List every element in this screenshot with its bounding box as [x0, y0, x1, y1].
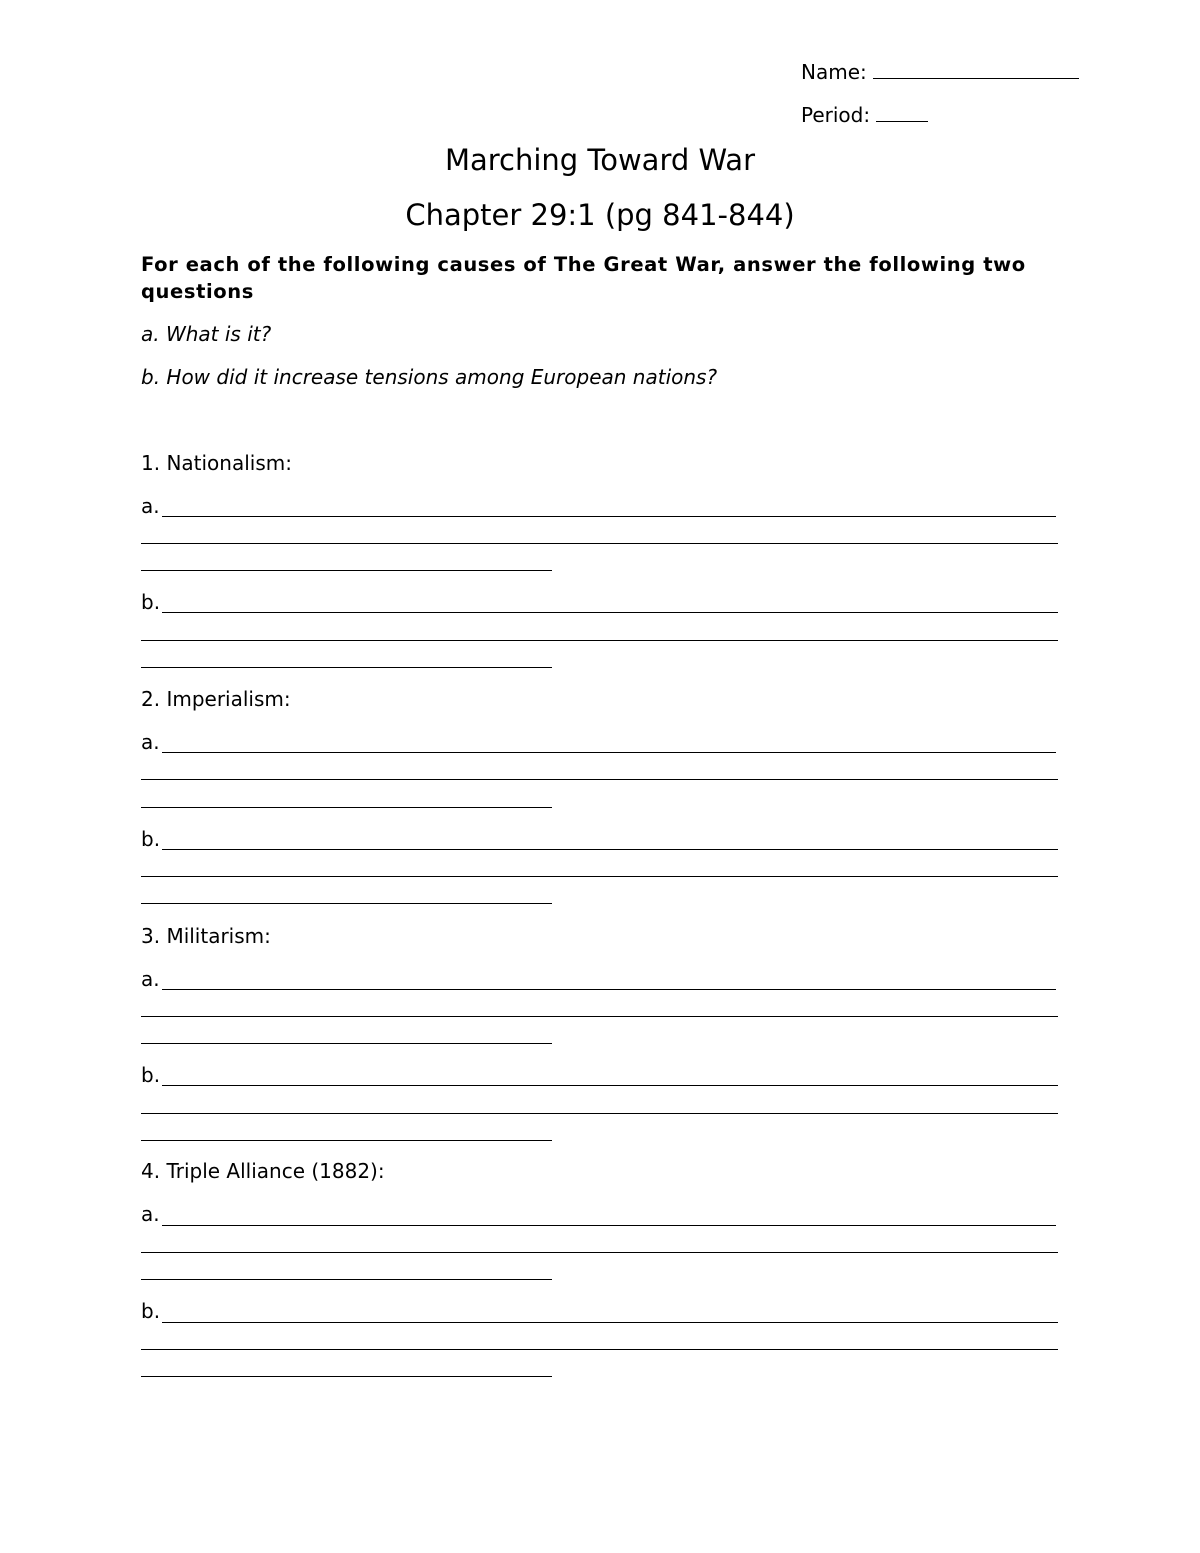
answer-line[interactable] — [162, 752, 1056, 753]
answer-b-label: b. — [141, 1299, 161, 1323]
answer-line[interactable] — [141, 807, 552, 808]
section-title-imperialism: 2. Imperialism: — [141, 687, 291, 711]
question-b: b. How did it increase tensions among European nations? — [141, 365, 718, 389]
answer-a-label: a. — [141, 730, 160, 754]
answer-line[interactable] — [162, 989, 1056, 990]
answer-line[interactable] — [162, 612, 1058, 613]
section-title-triple-alliance: 4. Triple Alliance (1882): — [141, 1159, 385, 1183]
name-field — [801, 60, 1079, 84]
answer-line[interactable] — [141, 903, 552, 904]
page-title: Marching Toward War — [444, 143, 756, 177]
answer-line[interactable] — [141, 1252, 1058, 1253]
answer-line[interactable] — [141, 1376, 552, 1377]
answer-line[interactable] — [141, 876, 1058, 877]
period-blank[interactable] — [876, 103, 928, 122]
answer-b-label: b. — [141, 1063, 161, 1087]
period-label: Period: — [801, 103, 871, 127]
instructions: For each of the following causes of The Great War, answer the following two questions — [141, 253, 1026, 303]
name-blank[interactable] — [873, 60, 1079, 79]
answer-line[interactable] — [162, 1085, 1058, 1086]
answer-a-label: a. — [141, 967, 160, 991]
answer-b-label: b. — [141, 590, 161, 614]
answer-b-label: b. — [141, 827, 161, 851]
name-label: Name: — [801, 60, 867, 84]
answer-line[interactable] — [162, 849, 1058, 850]
period-field — [801, 103, 928, 127]
answer-line[interactable] — [141, 1349, 1058, 1350]
answer-line[interactable] — [141, 640, 1058, 641]
answer-line[interactable] — [141, 543, 1058, 544]
answer-line[interactable] — [141, 1043, 552, 1044]
answer-line[interactable] — [141, 1279, 552, 1280]
answer-line[interactable] — [141, 1140, 552, 1141]
answer-a-label: a. — [141, 494, 160, 518]
answer-line[interactable] — [141, 779, 1058, 780]
chapter-subtitle: Chapter 29:1 (pg 841-844) — [405, 198, 795, 232]
section-title-nationalism: 1. Nationalism: — [141, 451, 292, 475]
answer-line[interactable] — [141, 1016, 1058, 1017]
answer-line[interactable] — [141, 570, 552, 571]
section-title-militarism: 3. Militarism: — [141, 924, 271, 948]
answer-line[interactable] — [141, 1113, 1058, 1114]
answer-line[interactable] — [162, 1225, 1056, 1226]
answer-line[interactable] — [141, 667, 552, 668]
question-a: a. What is it? — [141, 322, 272, 346]
answer-line[interactable] — [162, 1322, 1058, 1323]
answer-a-label: a. — [141, 1202, 160, 1226]
answer-line[interactable] — [162, 516, 1056, 517]
